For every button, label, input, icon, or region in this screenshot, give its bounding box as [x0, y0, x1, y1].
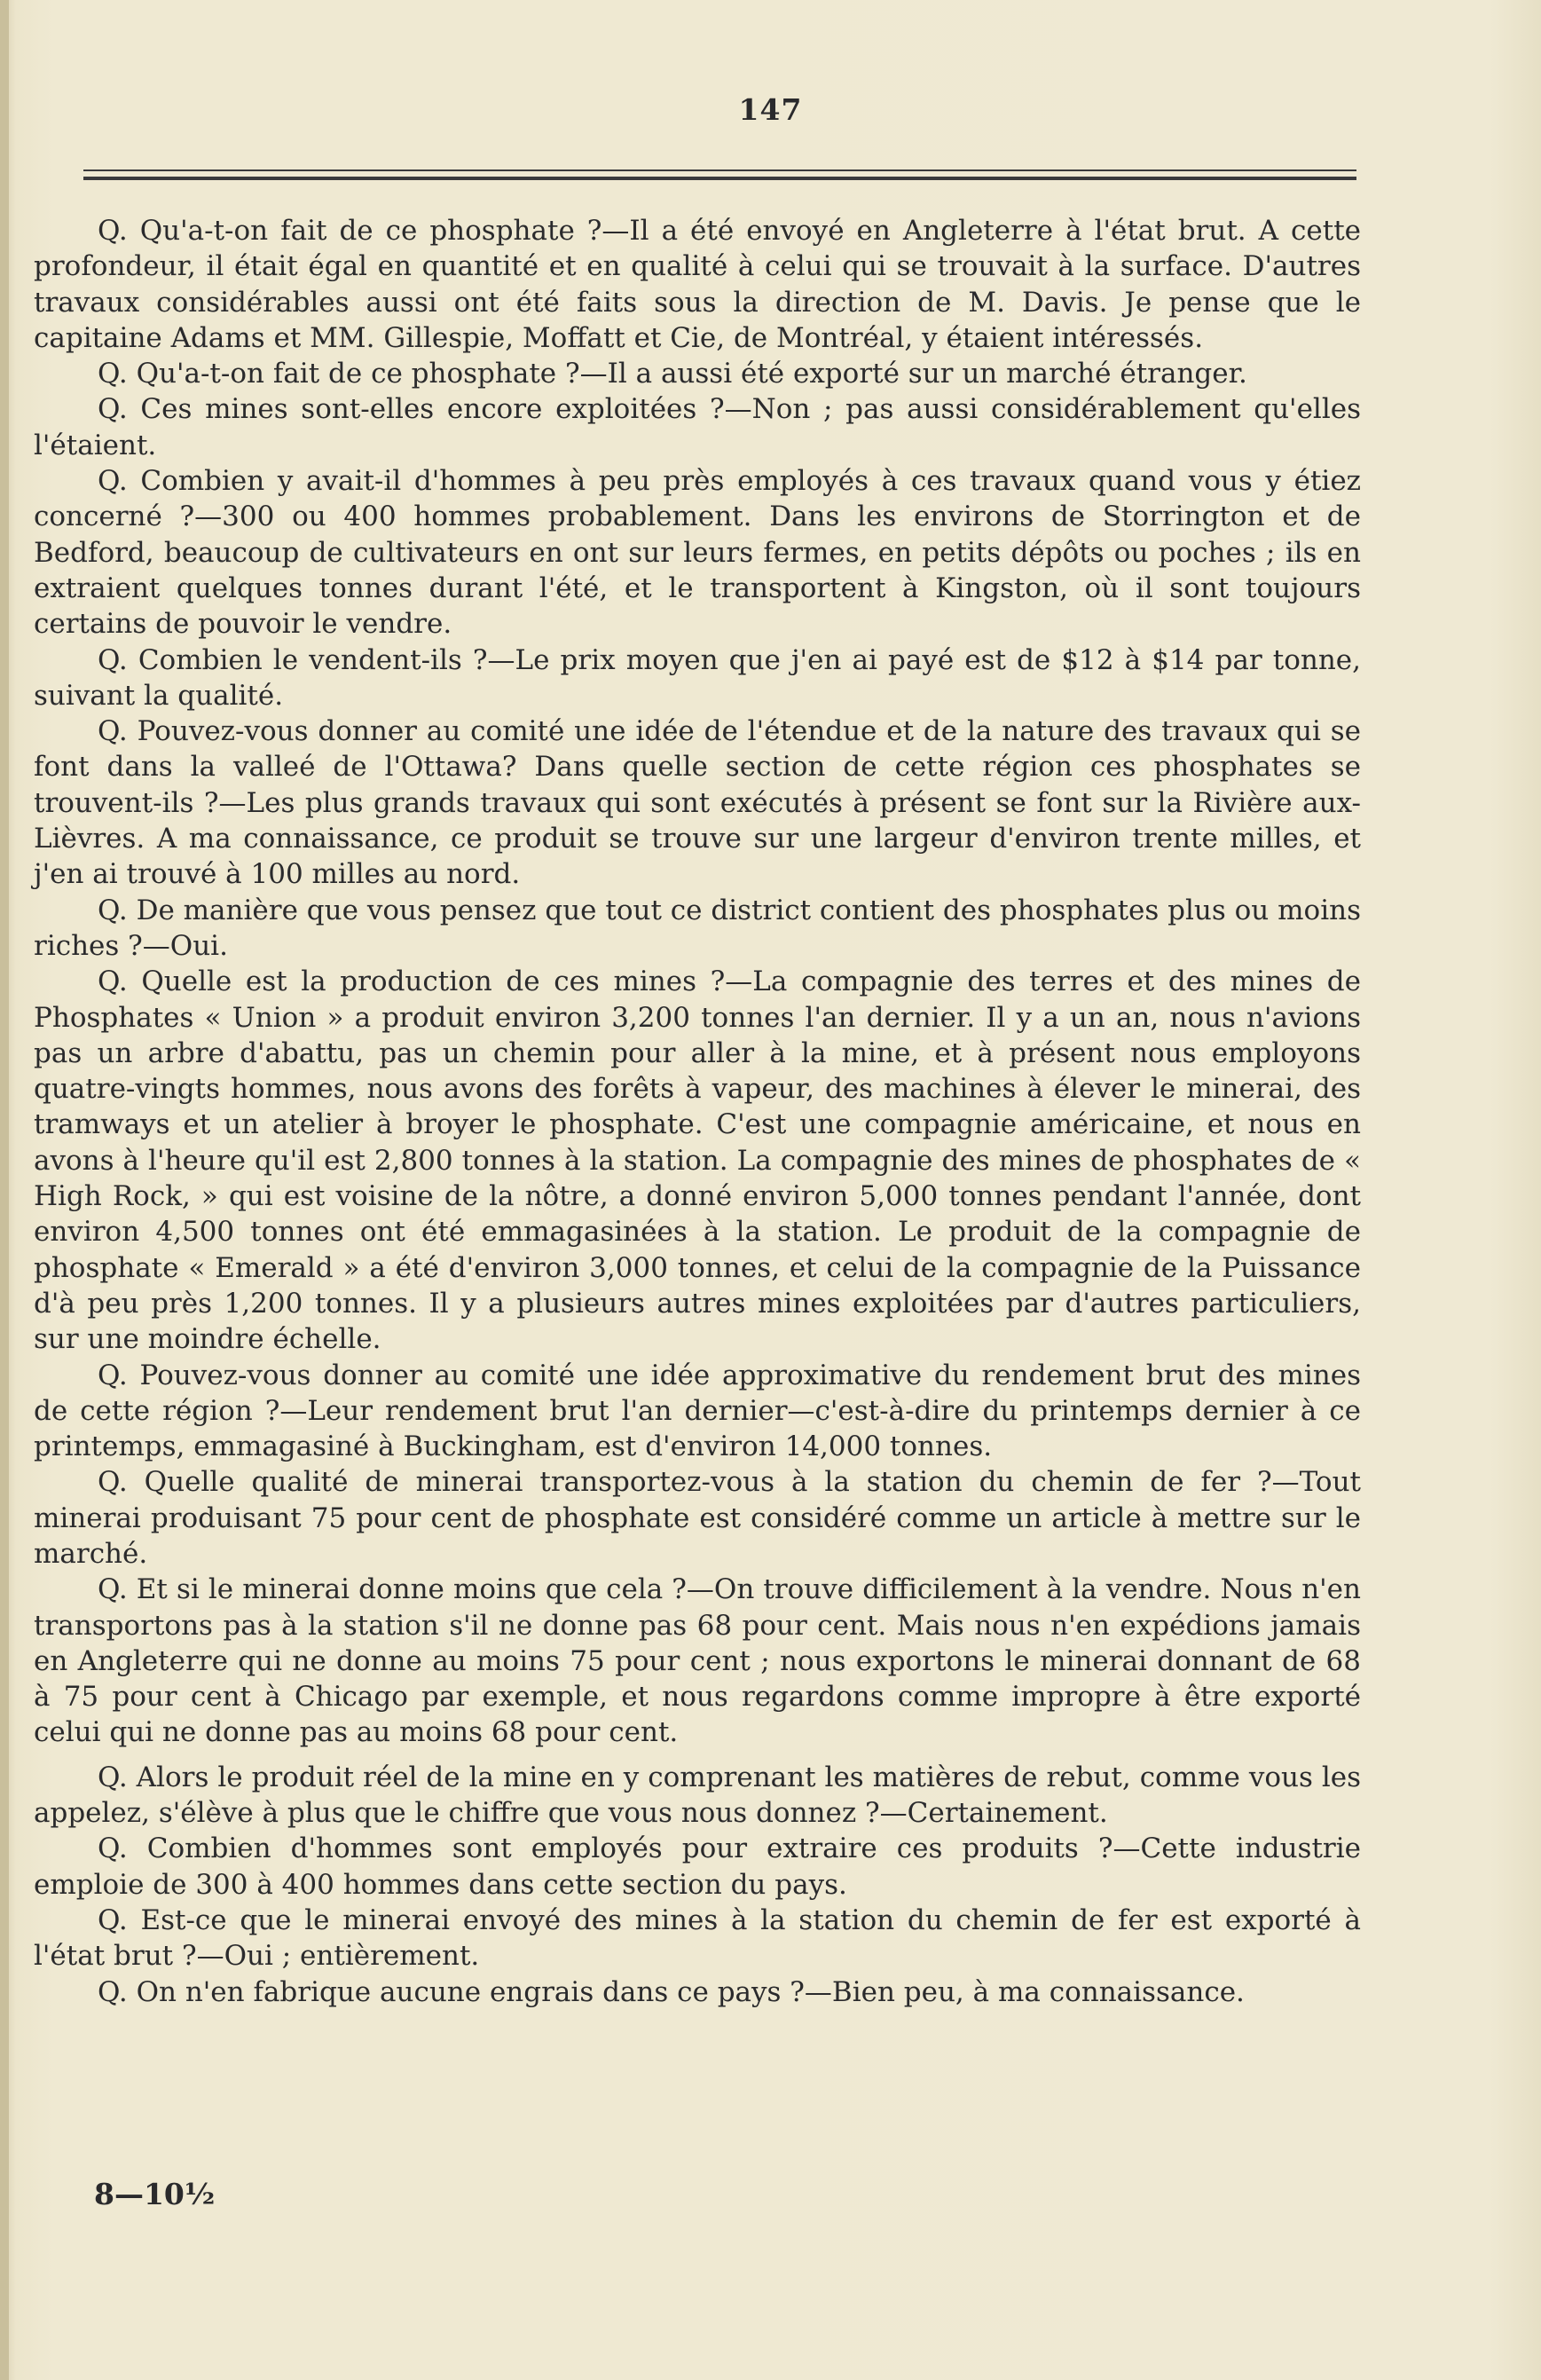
transcript-body	[34, 213, 1361, 2010]
paragraph: Q. Qu'a-t-on fait de ce phosphate ?—Il a été envoyé en Angleterre à l'état brut. A cette profondeur, il était égal en quantité et en qualité à celui qui se trouvait à la surface. D'autres travaux considérables aussi ont été faits sous la direction de M. Davis. Je pense que le capitaine Adams et MM. Gillespie, Moffatt et Cie, de Montréal, y étaient intéressés.	[34, 215, 1361, 354]
paragraph: Q. On n'en fabrique aucune engrais dans ce pays ?—Bien peu, à ma connaissance.	[98, 1975, 1245, 2008]
header-rule-thin	[83, 169, 1356, 171]
paragraph: Q. Est-ce que le minerai envoyé des mines à la station du chemin de fer est exporté à l'état brut ?—Oui ; entièrement.	[34, 1903, 1361, 1973]
paragraph: Q. Quelle qualité de minerai transportez-vous à la station du chemin de fer ?—Tout minerai produisant 75 pour cent de phosphate est considéré comme un article à mettre sur le marché.	[34, 1466, 1361, 1570]
paragraph: Q. Combien le vendent-ils ?—Le prix moyen que j'en ai payé est de $12 à $14 par tonne, suivant la qualité.	[34, 643, 1361, 712]
paragraph: Q. Alors le produit réel de la mine en y comprenant les matières de rebut, comme vous les appelez, s'élève à plus que le chiffre que vous nous donnez ?—Certainement.	[34, 1761, 1361, 1830]
page-number: 147	[738, 92, 803, 127]
header-rule-thick	[83, 177, 1356, 180]
paragraph: Q. Ces mines sont-elles encore exploitées ?—Non ; pas aussi considérablement qu'elles l'étaient.	[34, 393, 1361, 461]
paragraph: Q. Pouvez-vous donner au comité une idée de l'étendue et de la nature des travaux qui se font dans la valleé de l'Ottawa? Dans quelle section de cette région ces phosphates se trouvent-ils ?—Les plus grands travaux qui sont exécutés à présent se font sur la Rivière aux-Lièvres. A ma connaissance, ce produit se trouve sur une largeur d'environ trente milles, et j'en ai trouvé à 100 milles au nord.	[34, 715, 1361, 891]
paragraph: Q. Qu'a-t-on fait de ce phosphate ?—Il a aussi été exporté sur un marché étranger.	[98, 358, 1247, 390]
paragraph: Q. Combien d'hommes sont employés pour extraire ces produits ?—Cette industrie emploie de 300 à 400 hommes dans cette section du pays.	[34, 1832, 1361, 1901]
page-edge	[0, 0, 9, 2380]
printer-signature: 8—10½	[94, 2177, 216, 2211]
paragraph: Q. Combien y avait-il d'hommes à peu près employés à ces travaux quand vous y étiez concerné ?—300 ou 400 hommes probablement. Dans les environs de Storrington et de Bedford, beaucoup de cultivateurs en ont sur leurs fermes, en petits dépôts ou poches ; ils en extraient quelques tonnes durant l'été, et le transportent à Kingston, où il sont toujours certains de pouvoir le vendre.	[34, 465, 1361, 641]
paragraph: Q. Quelle est la production de ces mines ?—La compagnie des terres et des mines de Phosphates « Union » a produit environ 3,200 tonnes l'an dernier. Il y a un an, nous n'avions pas un arbre d'abattu, pas un chemin pour aller à la mine, et à présent nous employons quatre-vingts hommes, nous avons des forêts à vapeur, des machines à élever le minerai, des tramways et un atelier à broyer le phosphate. C'est une compagnie américaine, et nous en avons à l'heure qu'il est 2,800 tonnes à la station. La compagnie des mines de phosphates de « High Rock, » qui est voisine de la nôtre, a donné environ 5,000 tonnes pendant l'année, dont environ 4,500 tonnes ont été emmagasinées à la station. Le produit de la compagnie de phosphate « Emerald » a été d'environ 3,000 tonnes, et celui de la compagnie de la Puissance d'à peu près 1,200 tonnes. Il y a plusieurs autres mines exploitées par d'autres particuliers, sur une moindre échelle.	[34, 965, 1361, 1356]
paragraph: Q. Pouvez-vous donner au comité une idée approximative du rendement brut des mines de cette région ?—Leur rendement brut l'an dernier—c'est-à-dire du printemps dernier à ce printemps, emmagasiné à Buckingham, est d'environ 14,000 tonnes.	[34, 1359, 1361, 1463]
paragraph: Q. De manière que vous pensez que tout ce district contient des phosphates plus ou moins riches ?—Oui.	[34, 894, 1361, 962]
paragraph: Q. Et si le minerai donne moins que cela ?—On trouve difficilement à la vendre. Nous n'en transportons pas à la station s'il ne donne pas 68 pour cent. Mais nous n'en expédions jamais en Angleterre qui ne donne au moins 75 pour cent ; nous exportons le minerai donnant de 68 à 75 pour cent à Chicago par exemple, et nous regardons comme impropre à être exporté celui qui ne donne pas au moins 68 pour cent.	[34, 1573, 1361, 1749]
